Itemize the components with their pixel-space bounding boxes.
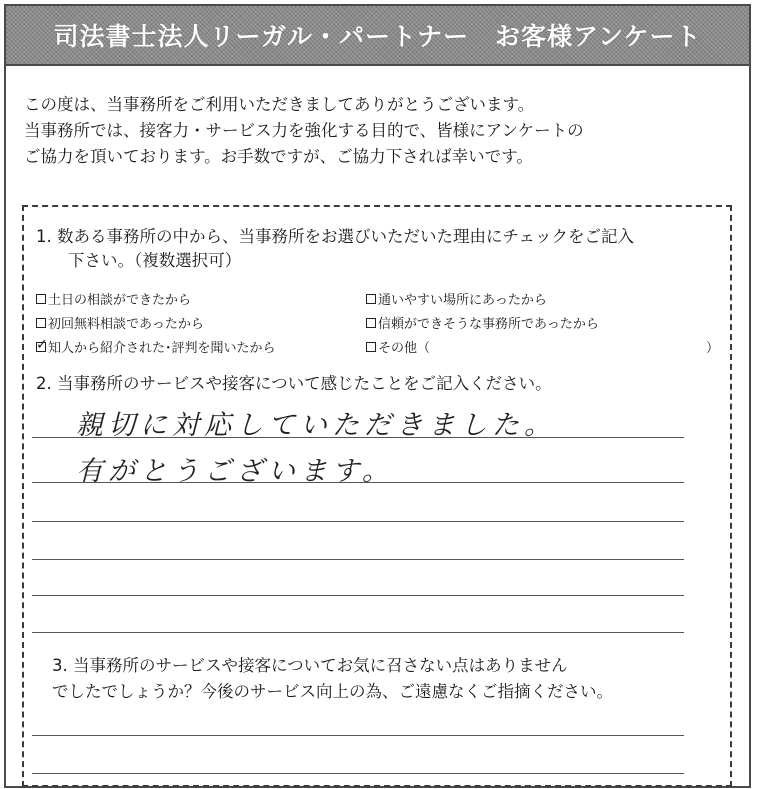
handwritten-answer-line: 親切に対応していただきました。: [76, 410, 556, 441]
question-1-text-cont: 下さい。（複数選択可）: [68, 251, 242, 270]
checkbox-checked[interactable]: [36, 336, 48, 353]
option-other[interactable]: [366, 337, 430, 356]
option-convenient-location[interactable]: [366, 289, 547, 308]
question-2-text: 2. 当事務所のサービスや接客について感じたことをご記入ください。: [36, 374, 552, 393]
answer-line: [32, 595, 684, 596]
checkbox[interactable]: [366, 318, 376, 328]
survey-sheet: [4, 4, 751, 788]
survey-title: 司法書士法人リーガル・パートナー お客様アンケート: [53, 22, 702, 51]
answer-line: [32, 773, 684, 774]
checkbox[interactable]: [366, 342, 376, 352]
answer-line: [32, 632, 684, 633]
option-label: 信頼ができそうな事務所であったから: [378, 317, 599, 332]
other-close-paren: ）: [706, 341, 720, 356]
checkbox[interactable]: [36, 294, 46, 304]
survey-questions-box: [22, 205, 732, 787]
intro-text: [24, 92, 734, 170]
intro-line: 当事務所では、接客力・サービス力を強化する目的で、皆様にアンケートの: [24, 121, 584, 140]
checkbox[interactable]: [36, 318, 46, 328]
option-referral-reputation[interactable]: [36, 337, 276, 356]
intro-line: この度は、当事務所をご利用いただきましてありがとうございます。: [24, 95, 535, 114]
checkbox[interactable]: [366, 294, 376, 304]
option-label: 土日の相談ができたから: [48, 293, 192, 308]
answer-line: [32, 735, 684, 736]
option-label: 通いやすい場所にあったから: [378, 293, 547, 308]
check-mark-icon: ✓: [36, 336, 48, 353]
question-3-text: 3. 当事務所のサービスや接客についてお気に召さない点はありません: [52, 656, 568, 675]
option-weekend-consultation[interactable]: [36, 289, 191, 308]
handwritten-answer-line: 有がとうございます。: [76, 456, 394, 487]
option-label: 初回無料相談であったから: [48, 317, 204, 332]
answer-line: [32, 437, 684, 438]
option-trustworthy-office[interactable]: [366, 313, 599, 332]
answer-line: [32, 559, 684, 560]
question-1-text: 1. 数ある事務所の中から、当事務所をお選びいただいた理由にチェックをご記入: [36, 227, 634, 246]
option-free-first-consultation[interactable]: [36, 313, 204, 332]
option-label: 知人から紹介された･評判を聞いたから: [48, 341, 276, 356]
header-banner: [6, 6, 749, 66]
option-label: その他（: [378, 341, 431, 356]
intro-line: ご協力を頂いております。お手数ですが、ご協力下されば幸いです。: [24, 147, 533, 166]
answer-line: [32, 482, 684, 483]
answer-line: [32, 521, 684, 522]
question-3-text-cont: でしたでしょうか？今後のサービス向上の為、ご遠慮なくご指摘ください。: [52, 682, 613, 701]
